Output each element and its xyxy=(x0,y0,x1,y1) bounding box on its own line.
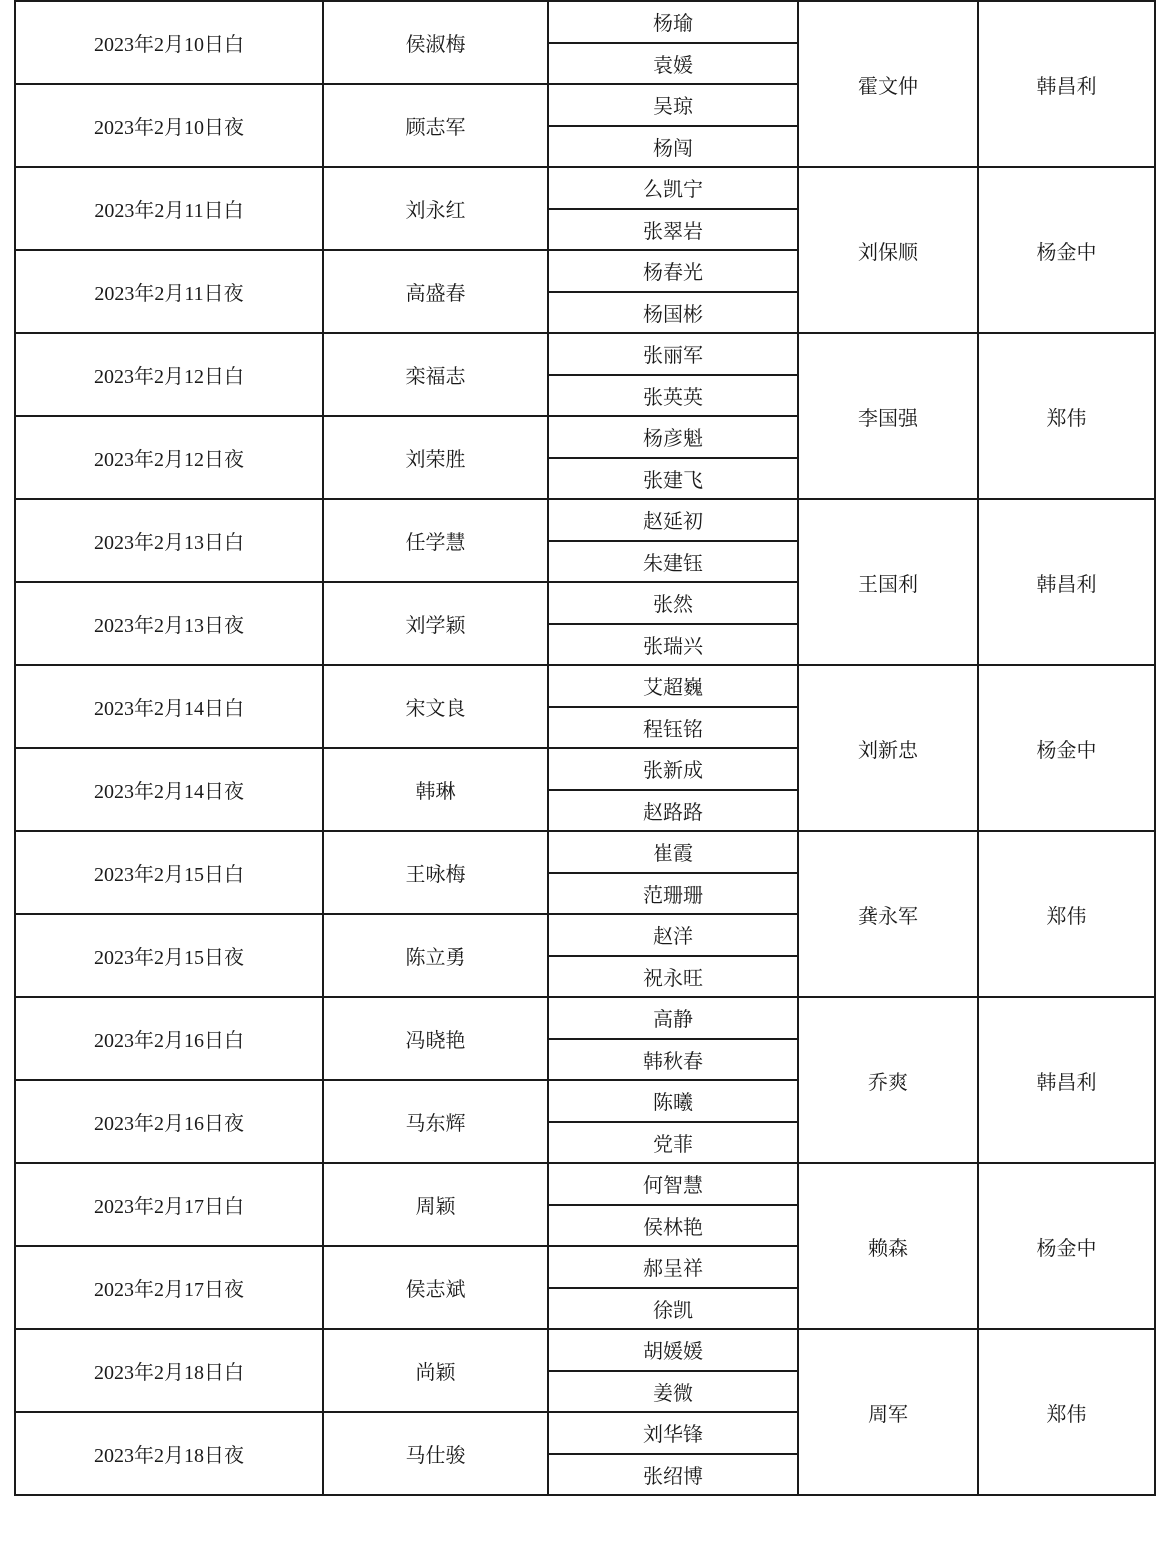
staff-cell: 吴琼 xyxy=(548,84,798,126)
shift-leader-cell: 侯淑梅 xyxy=(323,1,548,84)
shift-leader-cell: 刘荣胜 xyxy=(323,416,548,499)
staff-cell: 赵延初 xyxy=(548,499,798,541)
staff-cell: 祝永旺 xyxy=(548,956,798,998)
shift-date-cell: 2023年2月14日夜 xyxy=(15,748,323,831)
director-cell: 郑伟 xyxy=(978,831,1155,997)
shift-date-cell: 2023年2月11日夜 xyxy=(15,250,323,333)
table-row xyxy=(15,1163,1155,1205)
director-cell: 韩昌利 xyxy=(978,1,1155,167)
staff-cell: 杨彦魁 xyxy=(548,416,798,458)
shift-date-cell: 2023年2月18日白 xyxy=(15,1329,323,1412)
staff-cell: 崔霞 xyxy=(548,831,798,873)
shift-date-cell: 2023年2月13日白 xyxy=(15,499,323,582)
staff-cell: 胡媛媛 xyxy=(548,1329,798,1371)
supervisor-cell: 王国利 xyxy=(798,499,978,665)
table-row xyxy=(15,1329,1155,1371)
staff-cell: 张绍博 xyxy=(548,1454,798,1496)
supervisor-cell: 赖森 xyxy=(798,1163,978,1329)
table-row xyxy=(15,333,1155,375)
staff-cell: 何智慧 xyxy=(548,1163,798,1205)
director-cell: 杨金中 xyxy=(978,1163,1155,1329)
shift-leader-cell: 顾志军 xyxy=(323,84,548,167)
director-cell: 郑伟 xyxy=(978,1329,1155,1495)
shift-leader-cell: 马仕骏 xyxy=(323,1412,548,1495)
staff-cell: 侯林艳 xyxy=(548,1205,798,1247)
shift-leader-cell: 周颖 xyxy=(323,1163,548,1246)
roster-body xyxy=(15,1,1155,1495)
shift-leader-cell: 尚颖 xyxy=(323,1329,548,1412)
staff-cell: 张建飞 xyxy=(548,458,798,500)
staff-cell: 党菲 xyxy=(548,1122,798,1164)
staff-cell: 张瑞兴 xyxy=(548,624,798,666)
shift-leader-cell: 陈立勇 xyxy=(323,914,548,997)
shift-date-cell: 2023年2月10日白 xyxy=(15,1,323,84)
staff-cell: 杨国彬 xyxy=(548,292,798,334)
shift-date-cell: 2023年2月15日夜 xyxy=(15,914,323,997)
supervisor-cell: 刘保顺 xyxy=(798,167,978,333)
staff-cell: 高静 xyxy=(548,997,798,1039)
shift-leader-cell: 刘永红 xyxy=(323,167,548,250)
staff-cell: 张然 xyxy=(548,582,798,624)
staff-cell: 范珊珊 xyxy=(548,873,798,915)
staff-cell: 艾超巍 xyxy=(548,665,798,707)
shift-leader-cell: 冯晓艳 xyxy=(323,997,548,1080)
staff-cell: 程钰铭 xyxy=(548,707,798,749)
staff-cell: 姜微 xyxy=(548,1371,798,1413)
shift-date-cell: 2023年2月15日白 xyxy=(15,831,323,914)
director-cell: 杨金中 xyxy=(978,665,1155,831)
table-row xyxy=(15,665,1155,707)
shift-leader-cell: 韩琳 xyxy=(323,748,548,831)
director-cell: 杨金中 xyxy=(978,167,1155,333)
shift-date-cell: 2023年2月13日夜 xyxy=(15,582,323,665)
supervisor-cell: 刘新忠 xyxy=(798,665,978,831)
table-row xyxy=(15,499,1155,541)
supervisor-cell: 乔爽 xyxy=(798,997,978,1163)
shift-date-cell: 2023年2月14日白 xyxy=(15,665,323,748)
shift-leader-cell: 侯志斌 xyxy=(323,1246,548,1329)
shift-leader-cell: 高盛春 xyxy=(323,250,548,333)
staff-cell: 张英英 xyxy=(548,375,798,417)
shift-date-cell: 2023年2月17日白 xyxy=(15,1163,323,1246)
director-cell: 韩昌利 xyxy=(978,997,1155,1163)
staff-cell: 韩秋春 xyxy=(548,1039,798,1081)
staff-cell: 杨瑜 xyxy=(548,1,798,43)
shift-leader-cell: 王咏梅 xyxy=(323,831,548,914)
shift-leader-cell: 马东辉 xyxy=(323,1080,548,1163)
staff-cell: 杨闯 xyxy=(548,126,798,168)
shift-leader-cell: 栾福志 xyxy=(323,333,548,416)
shift-date-cell: 2023年2月16日白 xyxy=(15,997,323,1080)
staff-cell: 袁媛 xyxy=(548,43,798,85)
shift-date-cell: 2023年2月10日夜 xyxy=(15,84,323,167)
staff-cell: 赵路路 xyxy=(548,790,798,832)
staff-cell: 张翠岩 xyxy=(548,209,798,251)
shift-leader-cell: 刘学颖 xyxy=(323,582,548,665)
staff-cell: 郝呈祥 xyxy=(548,1246,798,1288)
staff-cell: 张新成 xyxy=(548,748,798,790)
director-cell: 郑伟 xyxy=(978,333,1155,499)
shift-date-cell: 2023年2月17日夜 xyxy=(15,1246,323,1329)
staff-cell: 朱建钰 xyxy=(548,541,798,583)
duty-roster-table xyxy=(14,0,1156,1496)
staff-cell: 徐凯 xyxy=(548,1288,798,1330)
director-cell: 韩昌利 xyxy=(978,499,1155,665)
shift-leader-cell: 宋文良 xyxy=(323,665,548,748)
supervisor-cell: 霍文仲 xyxy=(798,1,978,167)
staff-cell: 赵洋 xyxy=(548,914,798,956)
shift-date-cell: 2023年2月16日夜 xyxy=(15,1080,323,1163)
shift-leader-cell: 任学慧 xyxy=(323,499,548,582)
staff-cell: 陈曦 xyxy=(548,1080,798,1122)
supervisor-cell: 李国强 xyxy=(798,333,978,499)
table-row xyxy=(15,997,1155,1039)
shift-date-cell: 2023年2月18日夜 xyxy=(15,1412,323,1495)
table-row xyxy=(15,1,1155,43)
table-row xyxy=(15,167,1155,209)
shift-date-cell: 2023年2月12日白 xyxy=(15,333,323,416)
staff-cell: 刘华锋 xyxy=(548,1412,798,1454)
supervisor-cell: 龚永军 xyxy=(798,831,978,997)
staff-cell: 么凯宁 xyxy=(548,167,798,209)
shift-date-cell: 2023年2月12日夜 xyxy=(15,416,323,499)
supervisor-cell: 周军 xyxy=(798,1329,978,1495)
shift-date-cell: 2023年2月11日白 xyxy=(15,167,323,250)
table-row xyxy=(15,831,1155,873)
staff-cell: 张丽军 xyxy=(548,333,798,375)
staff-cell: 杨春光 xyxy=(548,250,798,292)
